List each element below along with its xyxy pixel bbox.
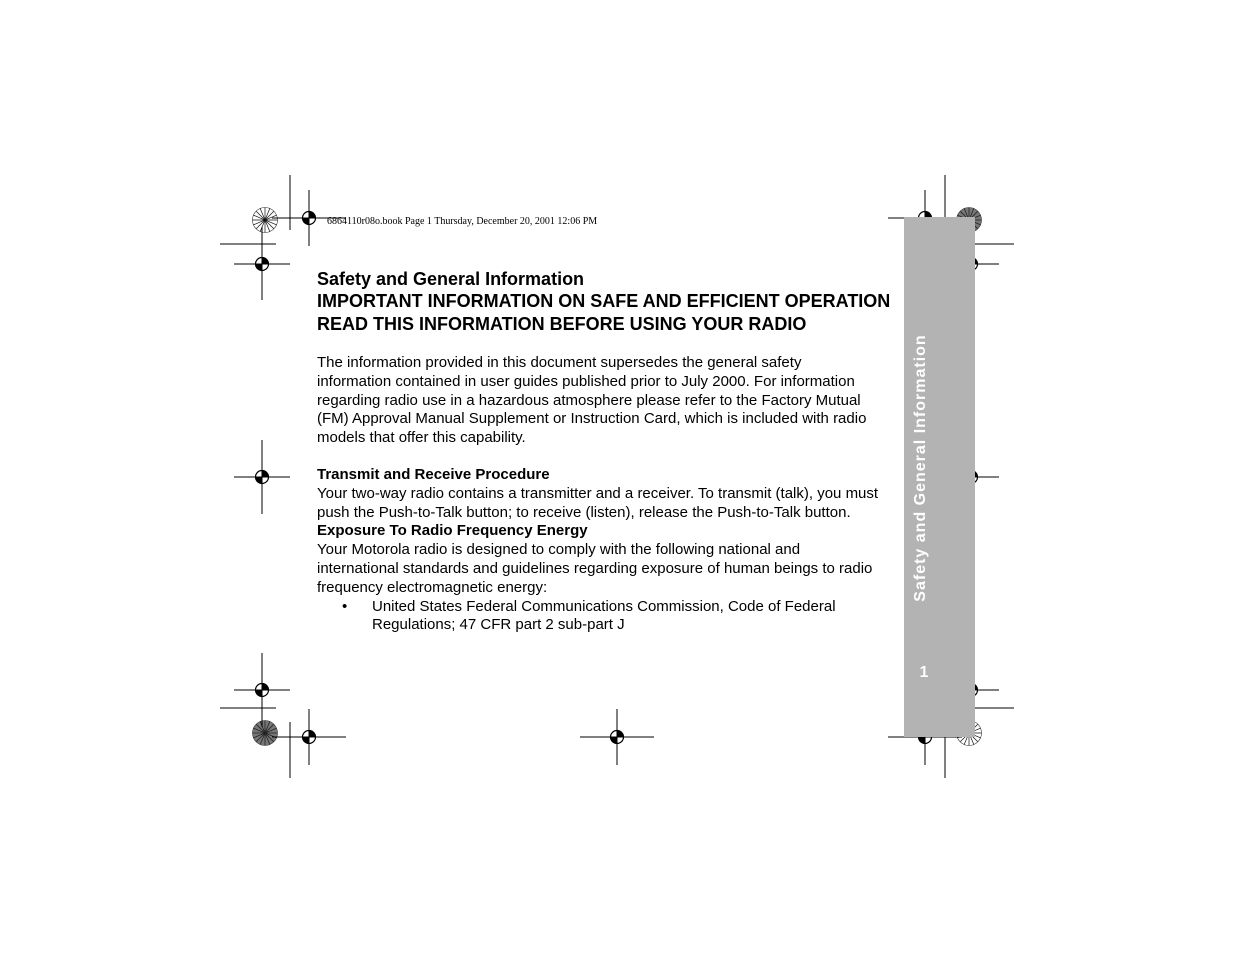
bullet-line: Regulations; 47 CFR part 2 sub-part J xyxy=(372,616,625,634)
intro-line: The information provided in this document supersedes the general safety xyxy=(317,354,802,371)
intro-line: (FM) Approval Manual Supplement or Instruction Card, which is included with radio xyxy=(317,410,867,428)
headline-important: IMPORTANT INFORMATION ON SAFE AND EFFICIENT OPERATION xyxy=(317,291,891,311)
intro-line: regarding radio use in a hazardous atmosphere please refer to the Factory Mutual xyxy=(317,391,861,409)
exposure-heading: Exposure To Radio Frequency Energy xyxy=(317,522,588,540)
bullet-line: United States Federal Communications Commission, Code of Federal xyxy=(372,597,836,615)
headline-read: READ THIS INFORMATION BEFORE USING YOUR RADIO xyxy=(317,314,807,334)
exposure-line: frequency electromagnetic energy: xyxy=(317,578,548,596)
list-item xyxy=(317,598,907,636)
intro-line: models that offer this capability. xyxy=(317,429,526,447)
book-header-line: 6864110r08o.book Page 1 Thursday, December 20, 2001 12:06 PM xyxy=(327,216,598,227)
side-tab-title-wrapper xyxy=(909,320,933,616)
bullet-dot: • xyxy=(342,597,348,615)
spacer xyxy=(317,448,907,466)
page-number: 1 xyxy=(919,664,929,681)
section-title: Safety and General Information xyxy=(317,269,585,289)
bullet-text xyxy=(372,598,836,636)
exposure-line: international standards and guidelines regarding exposure of human beings to radio xyxy=(317,559,873,577)
transmit-line: push the Push-to-Talk button; to receive (listen), release the Push-to-Talk button. xyxy=(317,503,851,521)
transmit-line: Your two-way radio contains a transmitter and a receiver. To transmit (talk), you must xyxy=(317,484,879,502)
document-body xyxy=(317,268,907,635)
intro-line: information contained in user guides published prior to July 2000. For information xyxy=(317,372,855,390)
transmit-heading: Transmit and Receive Procedure xyxy=(317,465,550,483)
side-tab-title: Safety and General Information xyxy=(912,334,929,602)
intro-paragraph xyxy=(317,354,907,448)
exposure-line: Your Motorola radio is designed to comply with the following national and xyxy=(317,541,801,559)
